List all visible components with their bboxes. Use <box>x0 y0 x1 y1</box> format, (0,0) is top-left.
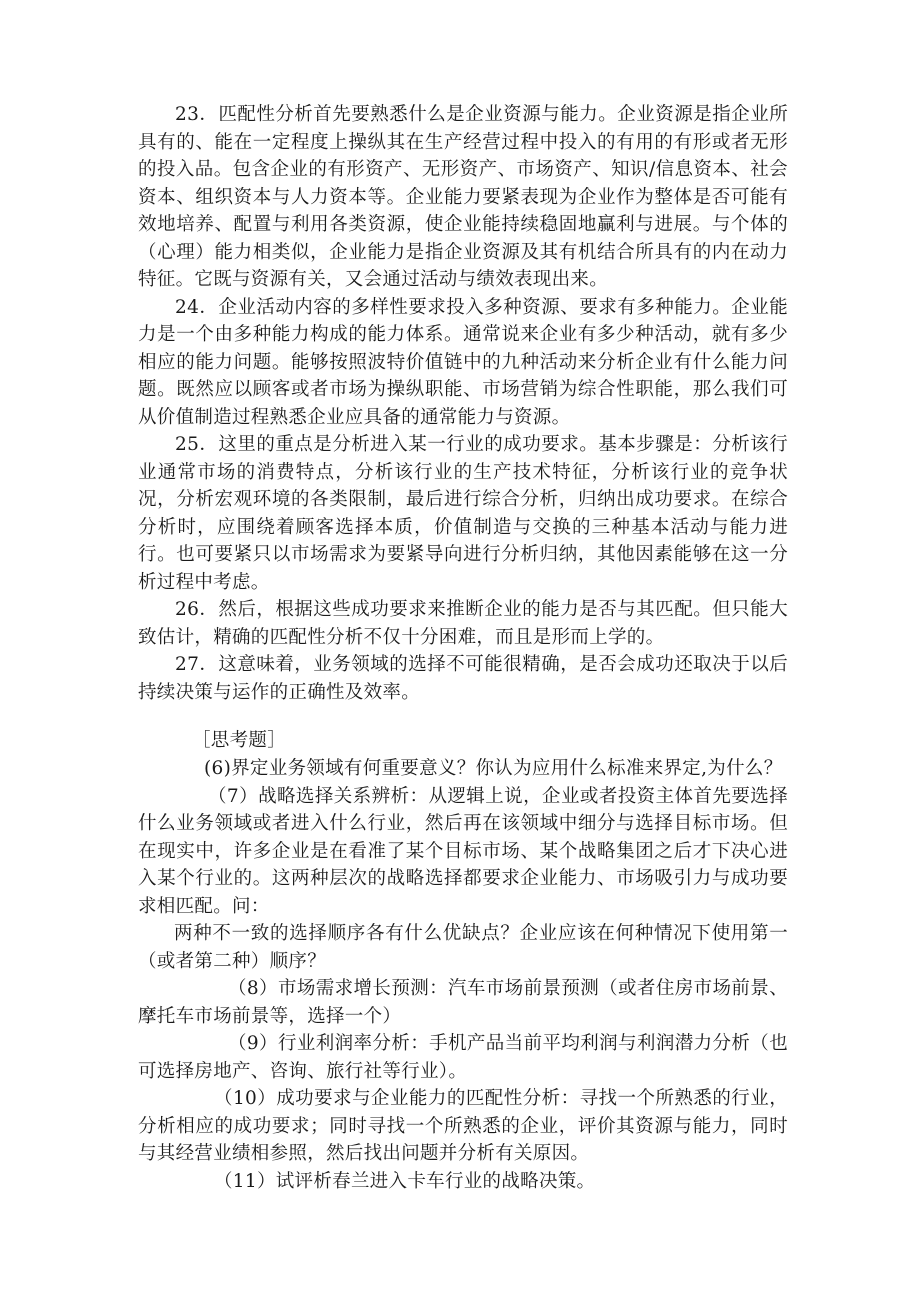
paragraph-24: 24．企业活动内容的多样性要求投入多种资源、要求有多种能力。企业能力是一个由多种能力构成的能力体系。通常说来企业有多少种活动，就有多少相应的能力问题。能够按照波特价值链中的九种活动来分析企业有什么能力问题。既然应以顾客或者市场为操纵职能、市场营销为综合性职能，那么我们可从价值制造过程熟悉企业应具备的通常能力与资源。 <box>138 296 788 428</box>
question-9: （9）行业利润率分析：手机产品当前平均利润与利润潜力分析（也可选择房地产、咨询、旅行社等行业）。 <box>138 1033 788 1082</box>
section-heading: ［思考题］ <box>192 730 287 751</box>
paragraph-23: 23．匹配性分析首先要熟悉什么是企业资源与能力。企业资源是指企业所具有的、能在一定程度上操纵其在生产经营过程中投入的有用的有形或者无形的投入品。包含企业的有形资产、无形资产、市场资产、知识/信息资本、社会资本、组织资本与人力资本等。企业能力要紧表现为企业作为整体是否可能有效地培养、配置与利用各类资源，使企业能持续稳固地赢利与进展。与个体的（心理）能力相类似，企业能力是指企业资源及其有机结合所具有的内在动力特征。它既与资源有关，又会通过活动与绩效表现出来。 <box>138 104 788 290</box>
paragraph-27: 27．这意味着，业务领域的选择不可能很精确，是否会成功还取决于以后持续决策与运作的正确性及效率。 <box>138 654 788 703</box>
question-6: (6)界定业务领域有何重要意义？你认为应用什么标准来界定,为什么？ <box>204 758 783 779</box>
paragraph-26: 26．然后，根据这些成功要求来推断企业的能力是否与其匹配。但只能大致估计，精确的匹配性分析不仅十分困难，而且是形而上学的。 <box>138 599 788 648</box>
question-8: （8）市场需求增长预测：汽车市场前景预测（或者住房市场前景、摩托车市场前景等，选择一个） <box>138 978 788 1027</box>
question-10: （10）成功要求与企业能力的匹配性分析：寻找一个所熟悉的行业，分析相应的成功要求；同时寻找一个所熟悉的企业，评价其资源与能力，同时与其经营业绩相参照，然后找出问题并分析有关原因。 <box>138 1088 788 1164</box>
question-7-sub: 两种不一致的选择顺序各有什么优缺点？企业应该在何种情况下使用第一（或者第二种）顺序？ <box>138 923 788 972</box>
numbered-paragraphs <box>138 101 788 706</box>
question-7: （7）战略选择关系辨析：从逻辑上说，企业或者投资主体首先要选择什么业务领域或者进入什么行业，然后再在该领域中细分与选择目标市场。但在现实中，许多企业是在看准了某个目标市场、某个战略集团之后才下决心进入某个行业的。这两种层次的战略选择都要求企业能力、市场吸引力与成功要求相匹配。问： <box>138 785 788 917</box>
questions-list <box>138 755 788 1195</box>
paragraph-25: 25．这里的重点是分析进入某一行业的成功要求。基本步骤是：分析该行业通常市场的消费特点，分析该行业的生产技术特征，分析该行业的竞争状况，分析宏观环境的各类限制，最后进行综合分析，归纳出成功要求。在综合分析时，应围绕着顾客选择本质，价值制造与交换的三种基本活动与能力进行。也可要紧只以市场需求为要紧导向进行分析归纳，其他因素能够在这一分析过程中考虑。 <box>138 434 788 593</box>
question-11: （11）试评析春兰进入卡车行业的战略决策。 <box>214 1170 596 1192</box>
